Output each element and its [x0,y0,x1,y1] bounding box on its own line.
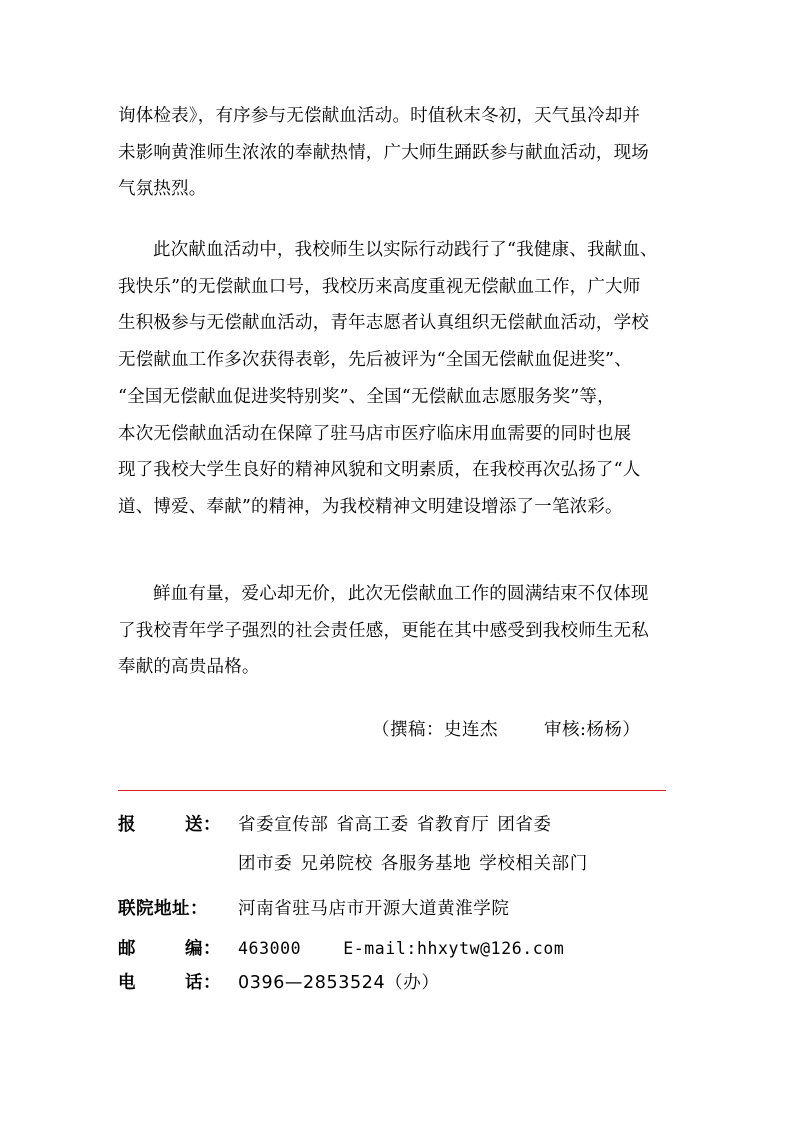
paragraph-line: 现了我校大学生良好的精神风貌和文明素质，在我校再次弘扬了“人 [118,460,641,481]
send-to-recipients-line2 [238,852,588,876]
zip-value: 463000 [238,939,302,958]
send-to-recipients-line1 [238,813,552,837]
paragraph-line: 奉献的高贵品格。 [118,657,260,678]
paragraph-line: 无偿献血工作多次获得表彰，先后被评为“全国无偿献血促进奖”、 [118,350,632,371]
paragraph-2 [118,232,678,526]
paragraph-3 [118,576,678,686]
recipient: 团省委 [497,815,552,835]
paragraph-line: 未影响黄淮师生浓浓的奉献热情，广大师生踊跃参与献血活动，现场 [118,142,649,163]
recipient: 兄弟院校 [300,854,373,874]
paragraph-line: 本次无偿献血活动在保障了驻马店市医疗临床用血需要的同时也展 [118,423,632,444]
recipient: 各服务基地 [380,854,472,874]
paragraph-line: 询体检表》，有序参与无偿献血活动。时值秋末冬初，天气虽冷却并 [118,106,641,126]
phone-value: 0396—2853524（办） [238,973,440,993]
recipient: 省高工委 [336,815,409,835]
paragraph-line: 鲜血有量，爱心却无价，此次无偿献血工作的圆满结束不仅体现 [153,584,649,604]
recipient: 团市委 [238,854,293,874]
red-divider-line [118,790,666,791]
zip-and-email [238,937,564,961]
paragraph-line: 道、博爱、奉献”的精神，为我校精神文明建设增添了一笔浓彩。 [118,496,623,517]
address-value: 河南省驻马店市开源大道黄淮学院 [238,899,510,919]
paragraph-line: 生积极参与无偿献血活动，青年志愿者认真组织无偿献血活动，学校 [118,313,649,334]
paragraph-1 [118,98,678,208]
reviewer-credit: 审核:杨杨） [544,720,641,740]
address-label: 联院地址： [118,899,208,919]
paragraph-line: “全国无偿献血促进奖特别奖”、全国“无偿献血志愿服务奖”等， [118,386,615,407]
recipient: 省教育厅 [416,815,490,835]
paragraph-line: 气氛热烈。 [118,179,207,200]
phone-label: 电 话： [118,973,221,993]
writer-credit: （撰稿：史连杰 [372,720,498,740]
author-credit [372,712,640,748]
send-to-label: 报 送： [118,815,221,835]
recipient: 学校相关部门 [479,854,588,874]
paragraph-line: 了我校青年学子强烈的社会责任感，更能在其中感受到我校师生无私 [118,620,649,641]
paragraph-line: 此次献血活动中，我校师生以实际行动践行了“我健康、我献血、 [153,240,658,260]
zip-label: 邮 编： [118,939,221,959]
email-link[interactable]: E-mail:hhxytw@126.com [343,939,565,958]
paragraph-line: 我快乐”的无偿献血口号，我校历来高度重视无偿献血工作，广大师 [118,276,641,297]
recipient: 省委宣传部 [238,815,329,835]
